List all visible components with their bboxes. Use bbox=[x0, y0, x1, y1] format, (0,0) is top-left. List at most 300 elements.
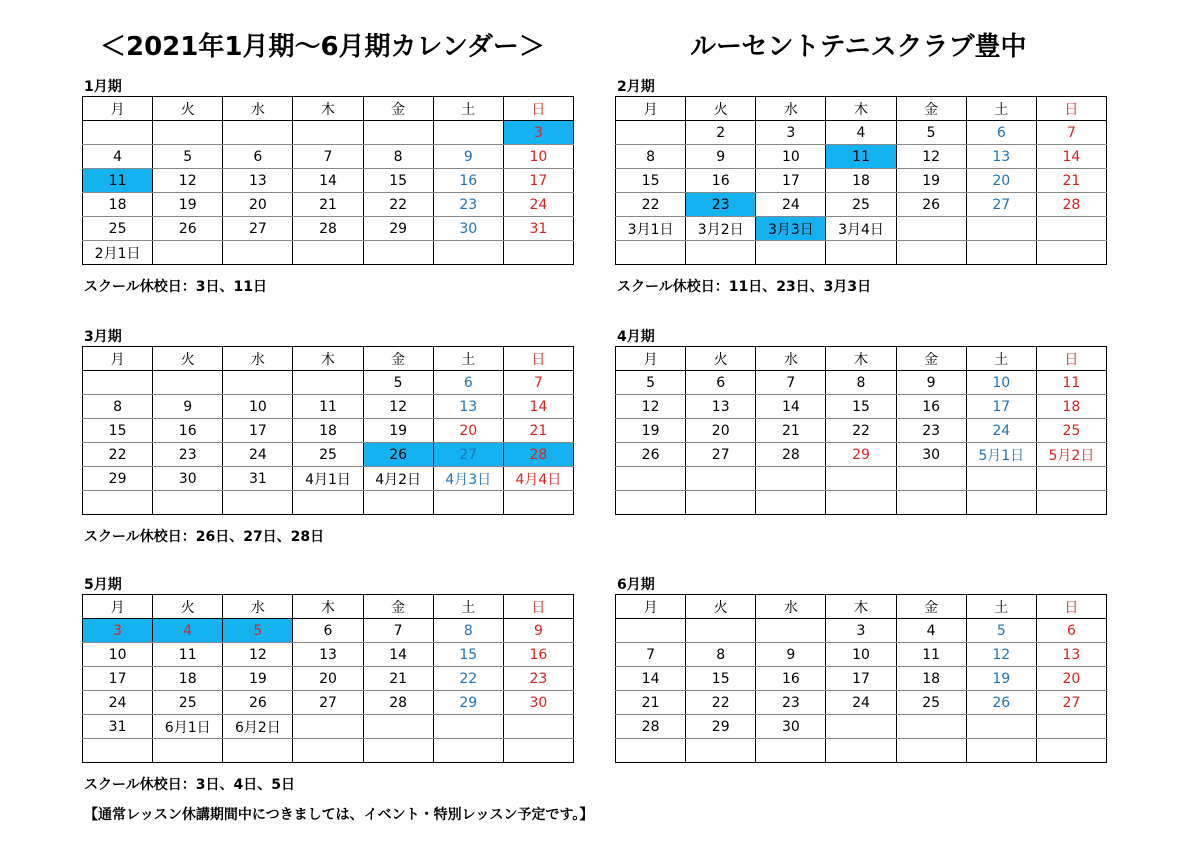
week-row bbox=[83, 691, 574, 715]
day-cell: 6 bbox=[433, 371, 503, 395]
day-cell bbox=[1036, 739, 1106, 763]
day-cell bbox=[1036, 491, 1106, 515]
day-cell: 3 bbox=[83, 619, 153, 643]
day-cell: 30 bbox=[756, 715, 826, 739]
weekday-header: 日 bbox=[503, 97, 573, 121]
day-cell: 13 bbox=[433, 395, 503, 419]
day-cell bbox=[153, 491, 223, 515]
closure-note-mar: スクール休校日：26日、27日、28日 bbox=[84, 529, 325, 545]
week-row bbox=[83, 715, 574, 739]
week-row bbox=[616, 193, 1107, 217]
day-cell bbox=[616, 467, 686, 491]
calendar-jan bbox=[82, 96, 574, 265]
day-cell bbox=[433, 241, 503, 265]
day-cell: 4 bbox=[153, 619, 223, 643]
day-cell: 22 bbox=[826, 419, 896, 443]
week-row bbox=[83, 121, 574, 145]
club-name: ルーセントテニスクラブ豊中 bbox=[690, 32, 1027, 62]
day-cell: 5 bbox=[616, 371, 686, 395]
weekday-header: 水 bbox=[756, 595, 826, 619]
day-cell: 12 bbox=[896, 145, 966, 169]
day-cell: 16 bbox=[503, 643, 573, 667]
day-cell: 6 bbox=[686, 371, 756, 395]
weekday-header: 水 bbox=[223, 97, 293, 121]
day-cell: 16 bbox=[433, 169, 503, 193]
calendar-feb bbox=[615, 96, 1107, 265]
day-cell bbox=[223, 739, 293, 763]
day-cell: 17 bbox=[826, 667, 896, 691]
day-cell: 17 bbox=[83, 667, 153, 691]
day-cell: 23 bbox=[433, 193, 503, 217]
weekday-header: 金 bbox=[363, 595, 433, 619]
day-cell bbox=[363, 241, 433, 265]
day-cell bbox=[503, 241, 573, 265]
weekday-header: 月 bbox=[616, 97, 686, 121]
day-cell: 29 bbox=[686, 715, 756, 739]
week-row bbox=[83, 395, 574, 419]
day-cell: 6 bbox=[293, 619, 363, 643]
day-cell: 27 bbox=[433, 443, 503, 467]
day-cell bbox=[433, 715, 503, 739]
weekday-header-row bbox=[83, 97, 574, 121]
day-cell bbox=[83, 739, 153, 763]
weekday-header: 土 bbox=[966, 97, 1036, 121]
day-cell: 25 bbox=[293, 443, 363, 467]
day-cell bbox=[826, 715, 896, 739]
day-cell: 14 bbox=[756, 395, 826, 419]
day-cell bbox=[686, 467, 756, 491]
day-cell bbox=[363, 739, 433, 763]
day-cell: 26 bbox=[153, 217, 223, 241]
day-cell: 26 bbox=[363, 443, 433, 467]
week-row bbox=[616, 739, 1107, 763]
day-cell bbox=[616, 121, 686, 145]
weekday-header: 土 bbox=[966, 595, 1036, 619]
weekday-header: 日 bbox=[1036, 595, 1106, 619]
day-cell: 24 bbox=[223, 443, 293, 467]
day-cell: 16 bbox=[896, 395, 966, 419]
week-row bbox=[616, 371, 1107, 395]
day-cell bbox=[293, 491, 363, 515]
day-cell: 13 bbox=[686, 395, 756, 419]
day-cell: 19 bbox=[363, 419, 433, 443]
week-row bbox=[616, 643, 1107, 667]
day-cell: 9 bbox=[433, 145, 503, 169]
day-cell: 15 bbox=[433, 643, 503, 667]
day-cell: 21 bbox=[363, 667, 433, 691]
day-cell: 17 bbox=[503, 169, 573, 193]
day-cell bbox=[756, 241, 826, 265]
day-cell bbox=[223, 371, 293, 395]
day-cell: 13 bbox=[1036, 643, 1106, 667]
day-cell: 23 bbox=[503, 667, 573, 691]
day-cell bbox=[826, 241, 896, 265]
day-cell: 19 bbox=[223, 667, 293, 691]
day-cell: 31 bbox=[83, 715, 153, 739]
day-cell bbox=[153, 739, 223, 763]
day-cell: 3月3日 bbox=[756, 217, 826, 241]
day-cell bbox=[826, 491, 896, 515]
day-cell: 20 bbox=[293, 667, 363, 691]
weekday-header: 木 bbox=[293, 595, 363, 619]
day-cell: 15 bbox=[616, 169, 686, 193]
day-cell bbox=[503, 739, 573, 763]
day-cell bbox=[153, 371, 223, 395]
day-cell: 28 bbox=[1036, 193, 1106, 217]
week-row bbox=[83, 169, 574, 193]
day-cell bbox=[966, 491, 1036, 515]
week-row bbox=[83, 739, 574, 763]
weekday-header: 木 bbox=[826, 97, 896, 121]
closure-note-may: スクール休校日：3日、4日、5日 bbox=[84, 777, 295, 793]
day-cell: 23 bbox=[896, 419, 966, 443]
day-cell: 21 bbox=[1036, 169, 1106, 193]
day-cell: 6 bbox=[1036, 619, 1106, 643]
day-cell: 29 bbox=[363, 217, 433, 241]
day-cell bbox=[293, 241, 363, 265]
day-cell: 18 bbox=[896, 667, 966, 691]
day-cell bbox=[1036, 217, 1106, 241]
day-cell: 25 bbox=[83, 217, 153, 241]
day-cell: 26 bbox=[616, 443, 686, 467]
weekday-header: 水 bbox=[223, 347, 293, 371]
week-row bbox=[616, 467, 1107, 491]
day-cell: 4月1日 bbox=[293, 467, 363, 491]
weekday-header: 月 bbox=[83, 595, 153, 619]
week-row bbox=[83, 491, 574, 515]
week-row bbox=[83, 443, 574, 467]
weekday-header: 土 bbox=[433, 97, 503, 121]
day-cell bbox=[363, 715, 433, 739]
weekday-header-row bbox=[616, 97, 1107, 121]
day-cell: 5 bbox=[966, 619, 1036, 643]
day-cell: 16 bbox=[686, 169, 756, 193]
day-cell bbox=[756, 467, 826, 491]
day-cell: 22 bbox=[433, 667, 503, 691]
day-cell: 14 bbox=[503, 395, 573, 419]
day-cell: 17 bbox=[223, 419, 293, 443]
calendar-mar bbox=[82, 346, 574, 515]
day-cell: 24 bbox=[966, 419, 1036, 443]
day-cell: 29 bbox=[83, 467, 153, 491]
day-cell: 25 bbox=[826, 193, 896, 217]
weekday-header: 土 bbox=[433, 595, 503, 619]
day-cell: 8 bbox=[433, 619, 503, 643]
week-row bbox=[616, 145, 1107, 169]
day-cell: 15 bbox=[83, 419, 153, 443]
day-cell: 4月4日 bbox=[503, 467, 573, 491]
day-cell: 4月2日 bbox=[363, 467, 433, 491]
day-cell: 11 bbox=[1036, 371, 1106, 395]
day-cell: 5月1日 bbox=[966, 443, 1036, 467]
weekday-header: 火 bbox=[686, 595, 756, 619]
day-cell: 30 bbox=[153, 467, 223, 491]
day-cell: 27 bbox=[1036, 691, 1106, 715]
day-cell bbox=[896, 217, 966, 241]
day-cell bbox=[966, 467, 1036, 491]
day-cell bbox=[293, 121, 363, 145]
day-cell: 24 bbox=[83, 691, 153, 715]
day-cell: 19 bbox=[896, 169, 966, 193]
week-row bbox=[83, 667, 574, 691]
week-row bbox=[83, 217, 574, 241]
day-cell: 20 bbox=[686, 419, 756, 443]
month-label-may: 5月期 bbox=[84, 577, 122, 593]
day-cell: 15 bbox=[686, 667, 756, 691]
day-cell bbox=[896, 491, 966, 515]
day-cell: 7 bbox=[503, 371, 573, 395]
weekday-header: 金 bbox=[363, 347, 433, 371]
day-cell bbox=[966, 739, 1036, 763]
day-cell: 11 bbox=[153, 643, 223, 667]
day-cell: 18 bbox=[293, 419, 363, 443]
weekday-header: 木 bbox=[826, 347, 896, 371]
day-cell bbox=[616, 241, 686, 265]
weekday-header: 木 bbox=[293, 97, 363, 121]
closure-note-jan: スクール休校日：3日、11日 bbox=[84, 279, 267, 295]
calendar-apr bbox=[615, 346, 1107, 515]
weekday-header-row bbox=[83, 347, 574, 371]
day-cell: 16 bbox=[756, 667, 826, 691]
weekday-header: 水 bbox=[223, 595, 293, 619]
day-cell: 19 bbox=[153, 193, 223, 217]
day-cell: 27 bbox=[293, 691, 363, 715]
weekday-header: 火 bbox=[153, 347, 223, 371]
day-cell: 12 bbox=[223, 643, 293, 667]
day-cell bbox=[293, 715, 363, 739]
weekday-header: 日 bbox=[1036, 347, 1106, 371]
weekday-header: 金 bbox=[896, 97, 966, 121]
day-cell bbox=[896, 467, 966, 491]
day-cell: 13 bbox=[223, 169, 293, 193]
day-cell: 6 bbox=[966, 121, 1036, 145]
day-cell: 6月2日 bbox=[223, 715, 293, 739]
week-row bbox=[616, 443, 1107, 467]
day-cell: 28 bbox=[503, 443, 573, 467]
day-cell: 16 bbox=[153, 419, 223, 443]
day-cell: 14 bbox=[616, 667, 686, 691]
day-cell bbox=[616, 491, 686, 515]
day-cell bbox=[293, 739, 363, 763]
week-row bbox=[616, 241, 1107, 265]
day-cell: 26 bbox=[896, 193, 966, 217]
day-cell: 31 bbox=[503, 217, 573, 241]
day-cell: 4 bbox=[896, 619, 966, 643]
day-cell bbox=[293, 371, 363, 395]
day-cell: 20 bbox=[223, 193, 293, 217]
day-cell: 25 bbox=[1036, 419, 1106, 443]
day-cell: 10 bbox=[966, 371, 1036, 395]
day-cell: 6 bbox=[223, 145, 293, 169]
day-cell: 18 bbox=[826, 169, 896, 193]
day-cell: 7 bbox=[1036, 121, 1106, 145]
day-cell: 7 bbox=[363, 619, 433, 643]
day-cell bbox=[756, 739, 826, 763]
day-cell: 20 bbox=[966, 169, 1036, 193]
day-cell: 26 bbox=[966, 691, 1036, 715]
day-cell bbox=[503, 715, 573, 739]
day-cell: 28 bbox=[756, 443, 826, 467]
day-cell: 24 bbox=[826, 691, 896, 715]
week-row bbox=[83, 371, 574, 395]
day-cell: 29 bbox=[826, 443, 896, 467]
weekday-header: 月 bbox=[83, 347, 153, 371]
day-cell: 8 bbox=[616, 145, 686, 169]
day-cell: 10 bbox=[756, 145, 826, 169]
month-label-mar: 3月期 bbox=[84, 329, 122, 345]
day-cell: 17 bbox=[756, 169, 826, 193]
month-label-feb: 2月期 bbox=[617, 79, 655, 95]
day-cell: 19 bbox=[616, 419, 686, 443]
month-label-jan: 1月期 bbox=[84, 79, 122, 95]
day-cell bbox=[896, 241, 966, 265]
week-row bbox=[83, 241, 574, 265]
week-row bbox=[616, 619, 1107, 643]
week-row bbox=[83, 419, 574, 443]
day-cell: 27 bbox=[223, 217, 293, 241]
day-cell: 30 bbox=[503, 691, 573, 715]
day-cell: 5 bbox=[223, 619, 293, 643]
day-cell: 28 bbox=[616, 715, 686, 739]
calendar-jun bbox=[615, 594, 1107, 763]
week-row bbox=[83, 467, 574, 491]
day-cell: 22 bbox=[363, 193, 433, 217]
day-cell: 17 bbox=[966, 395, 1036, 419]
day-cell: 8 bbox=[363, 145, 433, 169]
day-cell: 2 bbox=[686, 121, 756, 145]
weekday-header: 金 bbox=[896, 595, 966, 619]
day-cell: 15 bbox=[363, 169, 433, 193]
day-cell: 30 bbox=[433, 217, 503, 241]
day-cell: 30 bbox=[896, 443, 966, 467]
day-cell bbox=[1036, 715, 1106, 739]
day-cell: 3月2日 bbox=[686, 217, 756, 241]
day-cell bbox=[503, 491, 573, 515]
day-cell bbox=[1036, 241, 1106, 265]
calendar-may bbox=[82, 594, 574, 763]
day-cell: 27 bbox=[686, 443, 756, 467]
day-cell: 10 bbox=[223, 395, 293, 419]
day-cell: 10 bbox=[83, 643, 153, 667]
day-cell: 31 bbox=[223, 467, 293, 491]
day-cell: 23 bbox=[686, 193, 756, 217]
day-cell: 18 bbox=[83, 193, 153, 217]
day-cell: 3 bbox=[826, 619, 896, 643]
day-cell: 9 bbox=[503, 619, 573, 643]
day-cell bbox=[616, 739, 686, 763]
day-cell: 7 bbox=[616, 643, 686, 667]
day-cell: 23 bbox=[153, 443, 223, 467]
day-cell: 7 bbox=[293, 145, 363, 169]
day-cell: 8 bbox=[826, 371, 896, 395]
weekday-header: 月 bbox=[616, 595, 686, 619]
day-cell bbox=[83, 121, 153, 145]
day-cell: 10 bbox=[826, 643, 896, 667]
day-cell: 9 bbox=[686, 145, 756, 169]
weekday-header: 火 bbox=[153, 97, 223, 121]
day-cell: 21 bbox=[616, 691, 686, 715]
day-cell: 21 bbox=[756, 419, 826, 443]
weekday-header: 月 bbox=[616, 347, 686, 371]
day-cell bbox=[686, 241, 756, 265]
day-cell: 24 bbox=[503, 193, 573, 217]
day-cell bbox=[896, 715, 966, 739]
day-cell: 28 bbox=[363, 691, 433, 715]
day-cell: 12 bbox=[153, 169, 223, 193]
day-cell: 23 bbox=[756, 691, 826, 715]
day-cell: 13 bbox=[293, 643, 363, 667]
weekday-header: 火 bbox=[686, 97, 756, 121]
day-cell: 21 bbox=[293, 193, 363, 217]
day-cell: 29 bbox=[433, 691, 503, 715]
day-cell bbox=[686, 619, 756, 643]
day-cell bbox=[966, 715, 1036, 739]
day-cell: 14 bbox=[363, 643, 433, 667]
day-cell: 4 bbox=[826, 121, 896, 145]
day-cell: 3月1日 bbox=[616, 217, 686, 241]
weekday-header: 火 bbox=[686, 347, 756, 371]
weekday-header: 日 bbox=[1036, 97, 1106, 121]
day-cell: 8 bbox=[83, 395, 153, 419]
day-cell: 9 bbox=[756, 643, 826, 667]
day-cell bbox=[826, 467, 896, 491]
day-cell bbox=[223, 491, 293, 515]
day-cell bbox=[896, 739, 966, 763]
day-cell: 7 bbox=[756, 371, 826, 395]
day-cell: 5 bbox=[896, 121, 966, 145]
weekday-header: 日 bbox=[503, 595, 573, 619]
day-cell bbox=[433, 739, 503, 763]
weekday-header: 水 bbox=[756, 97, 826, 121]
day-cell: 25 bbox=[153, 691, 223, 715]
week-row bbox=[83, 145, 574, 169]
day-cell: 22 bbox=[616, 193, 686, 217]
day-cell: 18 bbox=[153, 667, 223, 691]
day-cell bbox=[756, 491, 826, 515]
day-cell: 24 bbox=[756, 193, 826, 217]
day-cell: 3 bbox=[756, 121, 826, 145]
day-cell: 9 bbox=[896, 371, 966, 395]
weekday-header: 土 bbox=[433, 347, 503, 371]
day-cell: 9 bbox=[153, 395, 223, 419]
day-cell bbox=[83, 491, 153, 515]
day-cell: 25 bbox=[896, 691, 966, 715]
day-cell: 22 bbox=[83, 443, 153, 467]
day-cell bbox=[966, 241, 1036, 265]
week-row bbox=[83, 619, 574, 643]
day-cell bbox=[223, 121, 293, 145]
day-cell: 11 bbox=[896, 643, 966, 667]
day-cell bbox=[616, 619, 686, 643]
day-cell: 12 bbox=[616, 395, 686, 419]
week-row bbox=[616, 395, 1107, 419]
day-cell bbox=[826, 739, 896, 763]
day-cell: 20 bbox=[433, 419, 503, 443]
day-cell: 19 bbox=[966, 667, 1036, 691]
day-cell bbox=[433, 121, 503, 145]
week-row bbox=[616, 667, 1107, 691]
day-cell: 18 bbox=[1036, 395, 1106, 419]
day-cell bbox=[686, 739, 756, 763]
day-cell bbox=[223, 241, 293, 265]
weekday-header: 火 bbox=[153, 595, 223, 619]
day-cell bbox=[153, 121, 223, 145]
weekday-header: 金 bbox=[363, 97, 433, 121]
week-row bbox=[616, 691, 1107, 715]
weekday-header: 木 bbox=[826, 595, 896, 619]
closure-note-feb: スクール休校日：11日、23日、3月3日 bbox=[617, 279, 872, 295]
day-cell: 2月1日 bbox=[83, 241, 153, 265]
